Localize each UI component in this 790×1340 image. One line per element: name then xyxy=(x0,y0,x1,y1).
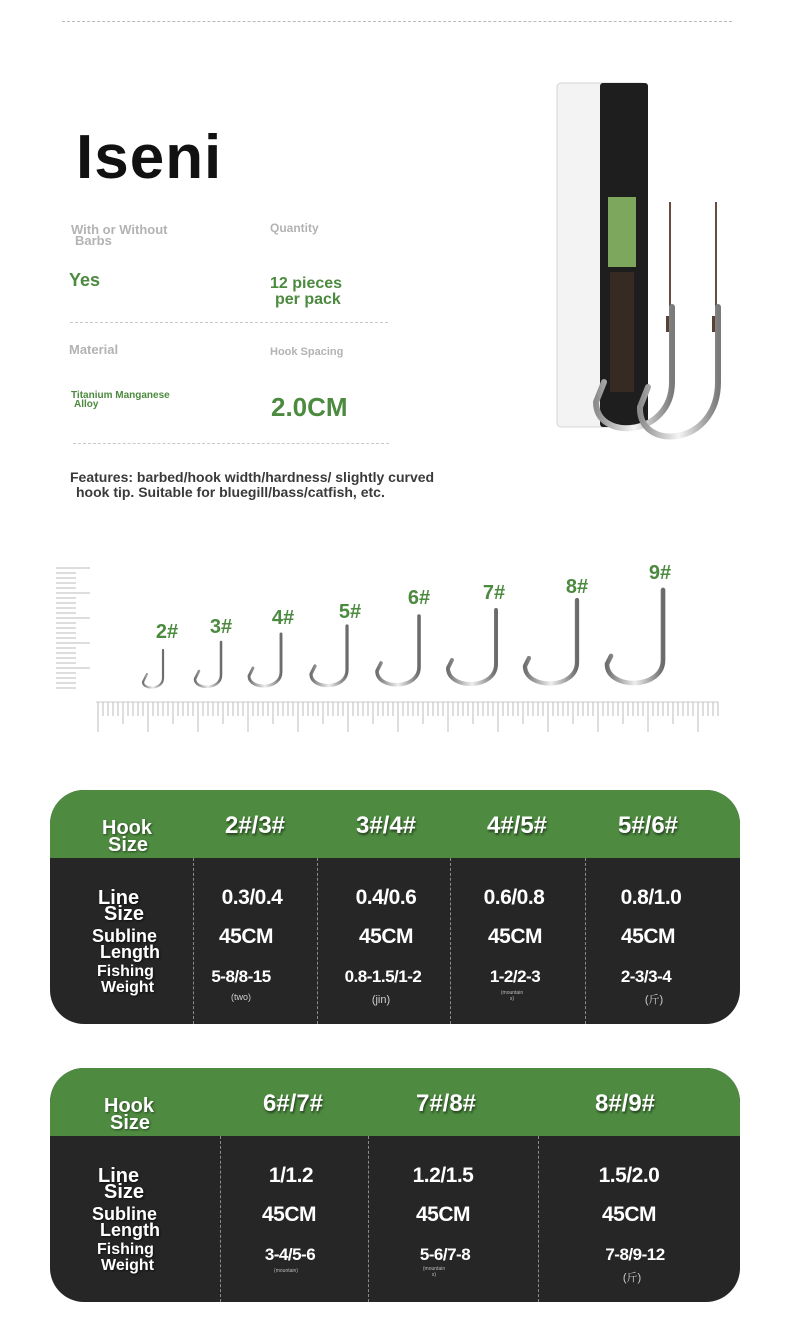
table1-line-1: 0.4/0.6 xyxy=(355,886,417,909)
package-lines xyxy=(610,272,634,392)
hook-shape-8 xyxy=(525,600,577,684)
table1-unit-0: (two) xyxy=(231,992,251,1002)
hook-right xyxy=(640,307,718,437)
table2-line-2: 1.5/2.0 xyxy=(598,1164,660,1187)
features-text xyxy=(70,470,540,500)
table1-length-2: 45CM xyxy=(487,925,543,948)
table1-col-sep-2 xyxy=(317,858,318,1024)
table2-hook-label-line1: Hook xyxy=(104,1095,154,1117)
hook-shape-6 xyxy=(377,616,419,685)
table1-size-3-4: 3#/4# xyxy=(355,812,417,839)
hook-spacing-label: Hook Spacing xyxy=(270,346,344,358)
material-value-line1: Titanium Manganese xyxy=(71,390,170,401)
hook-spacing-value: 2.0CM xyxy=(271,392,348,422)
hook-size-label-7: 7# xyxy=(482,582,506,604)
table1-length-3: 45CM xyxy=(620,925,676,948)
quantity-label: Quantity xyxy=(270,221,319,235)
quantity-value-line2: per pack xyxy=(275,291,341,308)
table2-col-sep-2 xyxy=(368,1136,369,1302)
table1-unit-2: (mountain s) xyxy=(500,990,524,1002)
hook-shape-5 xyxy=(311,626,347,686)
table2-fish-label-line2: Weight xyxy=(101,1257,155,1274)
table1-unit-3: (斤) xyxy=(644,994,664,1006)
table1-col-sep-3 xyxy=(450,858,451,1024)
table1-line-label-line1: Line xyxy=(98,887,140,909)
table1-fish-label-line2: Weight xyxy=(101,979,155,996)
table1-size-4-5: 4#/5# xyxy=(486,812,548,839)
table1-weight-3: 2-3/3-4 xyxy=(620,967,672,986)
product-package-image xyxy=(556,82,756,452)
quantity-value xyxy=(270,276,342,308)
spec-table-1 xyxy=(50,790,740,1024)
barbs-label xyxy=(71,224,168,246)
hook-shape-4 xyxy=(249,634,281,686)
vertical-ruler xyxy=(56,568,90,688)
table1-line-2: 0.6/0.8 xyxy=(483,886,545,909)
table1-line-label-line2: Size xyxy=(104,903,145,925)
table2-hook-label-line2: Size xyxy=(110,1112,151,1134)
table1-unit-1: (jin) xyxy=(371,994,391,1006)
table1-hook-size-label xyxy=(102,817,152,856)
table1-sub-label-line1: Subline xyxy=(92,926,158,946)
table1-col-sep-1 xyxy=(193,858,194,1024)
table1-header xyxy=(50,790,740,858)
table2-unit-1: (mountain s) xyxy=(422,1266,446,1278)
top-dashed-divider xyxy=(62,21,732,22)
material-value-line2: Alloy xyxy=(74,399,99,410)
features-line2: hook tip. Suitable for bluegill/bass/catfish, etc. xyxy=(76,484,385,500)
spec-divider-2 xyxy=(73,443,389,444)
hook-shape-2 xyxy=(143,650,163,688)
table2-length-0: 45CM xyxy=(261,1203,317,1226)
table2-unit-2: (斤) xyxy=(622,1272,642,1284)
table1-col-sep-4 xyxy=(585,858,586,1024)
table2-hook-size-label xyxy=(104,1095,154,1134)
hook-size-label-9: 9# xyxy=(648,562,672,584)
table2-sub-label-line2: Length xyxy=(100,1220,160,1240)
hook-shape-9 xyxy=(607,590,663,683)
table1-size-5-6: 5#/6# xyxy=(617,812,679,839)
barbs-value: Yes xyxy=(69,270,101,290)
table2-col-sep-1 xyxy=(220,1136,221,1302)
table2-sub-label-line1: Subline xyxy=(92,1204,158,1224)
table1-weight-1: 0.8-1.5/1-2 xyxy=(344,967,422,986)
barbs-label-line1: With or Without xyxy=(71,222,168,237)
table2-line-label-line1: Line xyxy=(98,1165,140,1187)
hook-size-label-3: 3# xyxy=(209,616,233,638)
table1-weight-0: 5-8/8-15 xyxy=(211,967,271,986)
brand-title: Iseni xyxy=(76,123,223,192)
table1-line-3: 0.8/1.0 xyxy=(620,886,682,909)
table2-fish-label-line1: Fishing xyxy=(97,1241,154,1258)
table2-line-0: 1/1.2 xyxy=(268,1164,314,1187)
table2-header xyxy=(50,1068,740,1136)
hook-size-label-4: 4# xyxy=(271,607,295,629)
table1-body xyxy=(50,858,740,1024)
table1-sub-label-line2: Length xyxy=(100,942,160,962)
hook-size-label-2: 2# xyxy=(155,621,179,643)
hook-size-label-8: 8# xyxy=(565,576,589,598)
table2-line-1: 1.2/1.5 xyxy=(412,1164,474,1187)
table1-size-2-3: 2#/3# xyxy=(224,812,286,839)
table1-line-size-label xyxy=(98,887,145,925)
table2-subline-length-label xyxy=(92,1206,160,1238)
table1-hook-label-line2: Size xyxy=(108,834,149,856)
barbs-label-line2: Barbs xyxy=(75,233,112,248)
table1-fishing-weight-label xyxy=(97,964,154,996)
table1-fish-label-line1: Fishing xyxy=(97,963,154,980)
table2-size-6-7: 6#/7# xyxy=(262,1090,324,1117)
table2-unit-0: (mountain) xyxy=(274,1268,298,1274)
table1-hook-label-line1: Hook xyxy=(102,817,152,839)
table1-length-1: 45CM xyxy=(358,925,414,948)
hook-size-label-5: 5# xyxy=(338,601,362,623)
quantity-value-line1: 12 pieces xyxy=(270,275,343,292)
table2-line-size-label xyxy=(98,1165,145,1203)
table2-weight-2: 7-8/9-12 xyxy=(605,1245,665,1264)
spec-table-2 xyxy=(50,1068,740,1302)
package-label xyxy=(608,197,636,267)
table2-size-8-9: 8#/9# xyxy=(594,1090,656,1117)
features-line1: Features: barbed/hook width/hardness/ slightly curved xyxy=(70,469,435,485)
table1-subline-length-label xyxy=(92,928,160,960)
horizontal-ruler xyxy=(96,702,718,732)
table1-length-0: 45CM xyxy=(218,925,274,948)
table2-length-2: 45CM xyxy=(601,1203,657,1226)
table2-body xyxy=(50,1136,740,1302)
hook-size-ruler-graphic xyxy=(50,560,730,740)
table2-col-sep-3 xyxy=(538,1136,539,1302)
table2-length-1: 45CM xyxy=(415,1203,471,1226)
hook-size-label-6: 6# xyxy=(407,587,431,609)
spec-divider-1 xyxy=(70,322,388,323)
hook-shape-7 xyxy=(448,610,496,684)
table2-weight-1: 5-6/7-8 xyxy=(419,1245,471,1264)
hook-shapes xyxy=(143,590,663,688)
material-value xyxy=(71,391,170,409)
table2-line-label-line2: Size xyxy=(104,1181,145,1203)
hook-shape-3 xyxy=(195,642,221,687)
material-label: Material xyxy=(69,342,119,357)
table1-line-0: 0.3/0.4 xyxy=(221,886,283,909)
table2-size-7-8: 7#/8# xyxy=(415,1090,477,1117)
table2-fishing-weight-label xyxy=(97,1242,154,1274)
table2-weight-0: 3-4/5-6 xyxy=(264,1245,316,1264)
table1-weight-2: 1-2/2-3 xyxy=(489,967,541,986)
